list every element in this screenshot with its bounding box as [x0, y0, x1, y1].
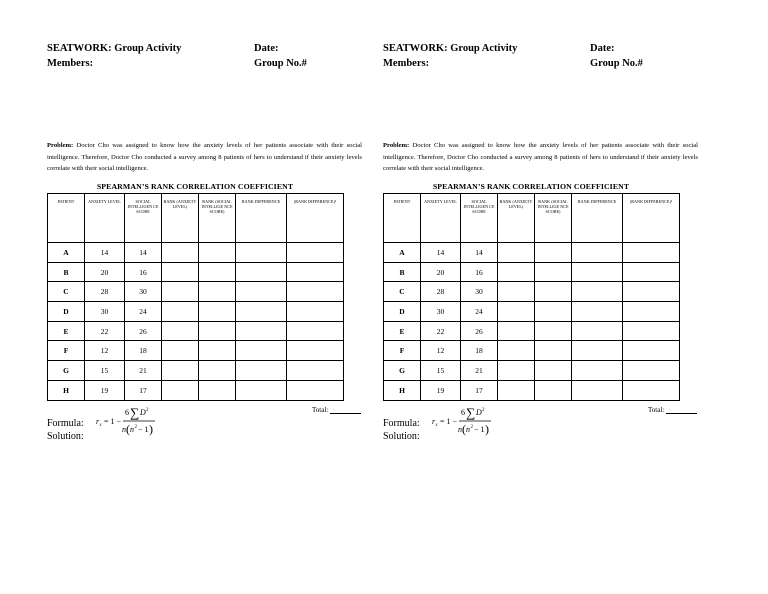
- problem-statement: [47, 140, 362, 175]
- column-header-rank-difference-squared: (RANK DIFFERENCE)²: [287, 194, 344, 243]
- rank-social-cell[interactable]: [535, 380, 572, 400]
- rank-social-cell[interactable]: [535, 243, 572, 263]
- rank-anxiety-cell[interactable]: [498, 262, 535, 282]
- rank-difference-cell[interactable]: [236, 361, 287, 381]
- anxiety-cell: 22: [421, 321, 461, 341]
- solution-label: Solution:: [383, 431, 420, 442]
- rank-anxiety-cell[interactable]: [162, 282, 199, 302]
- column-header-anxiety-level: ANXIETY LEVEL: [85, 194, 125, 243]
- date-label: Date:: [590, 43, 615, 54]
- rank-anxiety-cell[interactable]: [498, 361, 535, 381]
- rank-social-cell[interactable]: [535, 361, 572, 381]
- svg-text:∑: ∑: [466, 405, 476, 420]
- rank-anxiety-cell[interactable]: [162, 262, 199, 282]
- table-row: [384, 380, 680, 400]
- rank-difference-squared-cell[interactable]: [623, 361, 680, 381]
- social-cell: 24: [125, 302, 162, 322]
- table-row: [384, 361, 680, 381]
- rank-anxiety-cell[interactable]: [498, 302, 535, 322]
- anxiety-cell: 22: [85, 321, 125, 341]
- rank-difference-squared-cell[interactable]: [287, 243, 344, 263]
- rank-difference-squared-cell[interactable]: [623, 302, 680, 322]
- svg-text:s: s: [99, 423, 102, 428]
- rank-social-cell[interactable]: [535, 262, 572, 282]
- column-header-rank-difference: RANK DIFFERENCE: [572, 194, 623, 243]
- patient-cell: H: [48, 380, 85, 400]
- column-header-rank-difference: RANK DIFFERENCE: [236, 194, 287, 243]
- rank-anxiety-cell[interactable]: [162, 243, 199, 263]
- rank-difference-squared-cell[interactable]: [287, 321, 344, 341]
- worksheet-left: [47, 0, 369, 594]
- rank-anxiety-cell[interactable]: [498, 380, 535, 400]
- patient-cell: H: [384, 380, 421, 400]
- table-row: [48, 321, 344, 341]
- total-label: Total:: [312, 406, 329, 414]
- rank-difference-cell[interactable]: [572, 262, 623, 282]
- social-cell: 16: [125, 262, 162, 282]
- rank-social-cell[interactable]: [199, 380, 236, 400]
- column-header-rank-social: RANK (SOCIAL INTELLIGE NCE SCORE): [199, 194, 236, 243]
- patient-cell: F: [384, 341, 421, 361]
- rank-anxiety-cell[interactable]: [162, 321, 199, 341]
- svg-text:− 1: − 1: [138, 425, 149, 434]
- patient-cell: A: [384, 243, 421, 263]
- patient-cell: C: [384, 282, 421, 302]
- svg-text:D: D: [476, 408, 482, 417]
- table-header-row: [384, 194, 680, 243]
- table-row: [384, 341, 680, 361]
- patient-cell: D: [384, 302, 421, 322]
- rank-difference-squared-cell[interactable]: [287, 361, 344, 381]
- svg-text:s: s: [435, 423, 438, 428]
- rank-anxiety-cell[interactable]: [498, 243, 535, 263]
- table-title: SPEARMAN’S RANK CORRELATION COEFFICIENT: [96, 182, 294, 191]
- table-row: [48, 361, 344, 381]
- problem-label: Problem:: [47, 142, 74, 149]
- date-label: Date:: [254, 43, 279, 54]
- worksheet-right: [383, 0, 705, 594]
- group-number-label: Group No.#: [590, 58, 643, 69]
- rank-difference-cell[interactable]: [236, 243, 287, 263]
- column-header-rank-anxiety: RANK (ANXIETY LEVEL): [162, 194, 199, 243]
- rank-difference-cell[interactable]: [572, 302, 623, 322]
- rank-difference-cell[interactable]: [572, 321, 623, 341]
- column-header-social-intelligence-score: SOCIAL INTELLIGEN CE SCORE: [125, 194, 162, 243]
- social-cell: 14: [461, 243, 498, 263]
- rank-difference-squared-cell[interactable]: [623, 341, 680, 361]
- social-cell: 17: [461, 380, 498, 400]
- anxiety-cell: 12: [421, 341, 461, 361]
- rank-difference-cell[interactable]: [572, 361, 623, 381]
- rank-anxiety-cell[interactable]: [498, 282, 535, 302]
- svg-text:2: 2: [146, 408, 149, 413]
- formula-label: Formula:: [47, 418, 84, 429]
- anxiety-cell: 28: [85, 282, 125, 302]
- total-field: [312, 406, 361, 414]
- table-row: [48, 380, 344, 400]
- problem-statement: [383, 140, 698, 175]
- rank-difference-squared-cell[interactable]: [287, 262, 344, 282]
- table-row: [48, 302, 344, 322]
- column-header-patient: PATIENT: [384, 194, 421, 243]
- patient-cell: G: [384, 361, 421, 381]
- social-cell: 18: [125, 341, 162, 361]
- anxiety-cell: 19: [85, 380, 125, 400]
- rank-difference-squared-cell[interactable]: [623, 262, 680, 282]
- social-cell: 30: [125, 282, 162, 302]
- svg-text:(: (: [126, 422, 130, 436]
- table-row: [384, 262, 680, 282]
- rank-difference-squared-cell[interactable]: [287, 380, 344, 400]
- rank-difference-squared-cell[interactable]: [287, 341, 344, 361]
- patient-cell: B: [48, 262, 85, 282]
- anxiety-cell: 12: [85, 341, 125, 361]
- worksheet-title: SEATWORK: Group Activity: [47, 43, 182, 54]
- rank-anxiety-cell[interactable]: [162, 341, 199, 361]
- problem-text: Doctor Cho was assigned to know how the anxiety levels of her patients associate with their social intelligence. Therefore, Doctor Cho conducted a survey among 8 patients of hers to understand if their anxiety levels correlate with their social intelligence.: [383, 142, 698, 172]
- patient-cell: F: [48, 341, 85, 361]
- spearman-table: [383, 193, 680, 401]
- svg-text:= 1 −: = 1 −: [440, 417, 458, 426]
- patient-cell: C: [48, 282, 85, 302]
- rank-anxiety-cell[interactable]: [162, 361, 199, 381]
- rank-difference-cell[interactable]: [236, 380, 287, 400]
- members-label: Members:: [47, 58, 94, 69]
- svg-text:6: 6: [461, 408, 465, 417]
- patient-cell: E: [48, 321, 85, 341]
- social-cell: 21: [125, 361, 162, 381]
- rank-difference-cell[interactable]: [236, 262, 287, 282]
- social-cell: 26: [125, 321, 162, 341]
- rank-difference-cell[interactable]: [236, 282, 287, 302]
- column-header-social-intelligence-score: SOCIAL INTELLIGEN CE SCORE: [461, 194, 498, 243]
- column-header-anxiety-level: ANXIETY LEVEL: [421, 194, 461, 243]
- formula-label: Formula:: [383, 418, 420, 429]
- svg-text:2: 2: [482, 408, 485, 413]
- svg-text:n: n: [130, 425, 134, 434]
- table-row: [48, 282, 344, 302]
- rank-social-cell[interactable]: [535, 321, 572, 341]
- social-cell: 26: [461, 321, 498, 341]
- table-row: [384, 243, 680, 263]
- svg-text:(: (: [462, 422, 466, 436]
- rank-social-cell[interactable]: [199, 262, 236, 282]
- anxiety-cell: 30: [421, 302, 461, 322]
- column-header-rank-anxiety: RANK (ANXIETY LEVEL): [498, 194, 535, 243]
- anxiety-cell: 30: [85, 302, 125, 322]
- table-row: [48, 262, 344, 282]
- anxiety-cell: 14: [85, 243, 125, 263]
- members-label: Members:: [383, 58, 430, 69]
- solution-label: Solution:: [47, 431, 84, 442]
- worksheet-title: SEATWORK: Group Activity: [383, 43, 518, 54]
- svg-text:2: 2: [134, 425, 137, 430]
- total-label: Total:: [648, 406, 665, 414]
- patient-cell: E: [384, 321, 421, 341]
- column-header-rank-social: RANK (SOCIAL INTELLIGE NCE SCORE): [535, 194, 572, 243]
- spearman-formula: [95, 402, 210, 442]
- rank-social-cell[interactable]: [199, 243, 236, 263]
- svg-text:n: n: [122, 425, 126, 434]
- rank-difference-cell[interactable]: [572, 380, 623, 400]
- rank-anxiety-cell[interactable]: [498, 321, 535, 341]
- social-cell: 21: [461, 361, 498, 381]
- rank-social-cell[interactable]: [199, 361, 236, 381]
- rank-difference-cell[interactable]: [236, 321, 287, 341]
- rank-difference-squared-cell[interactable]: [623, 380, 680, 400]
- problem-label: Problem:: [383, 142, 410, 149]
- rank-anxiety-cell[interactable]: [162, 302, 199, 322]
- table-row: [384, 321, 680, 341]
- social-cell: 16: [461, 262, 498, 282]
- rank-difference-cell[interactable]: [572, 282, 623, 302]
- rank-anxiety-cell[interactable]: [498, 341, 535, 361]
- spearman-table: [47, 193, 344, 401]
- spearman-formula: [431, 402, 546, 442]
- rank-social-cell[interactable]: [535, 302, 572, 322]
- total-blank-line[interactable]: [330, 407, 361, 414]
- rank-social-cell[interactable]: [199, 302, 236, 322]
- anxiety-cell: 19: [421, 380, 461, 400]
- rank-social-cell[interactable]: [535, 341, 572, 361]
- table-header-row: [48, 194, 344, 243]
- rank-difference-squared-cell[interactable]: [287, 302, 344, 322]
- svg-text:): ): [149, 422, 153, 436]
- rank-difference-squared-cell[interactable]: [623, 282, 680, 302]
- rank-difference-squared-cell[interactable]: [623, 243, 680, 263]
- rank-difference-cell[interactable]: [236, 341, 287, 361]
- rank-anxiety-cell[interactable]: [162, 380, 199, 400]
- anxiety-cell: 15: [421, 361, 461, 381]
- table-row: [48, 341, 344, 361]
- anxiety-cell: 20: [85, 262, 125, 282]
- rank-social-cell[interactable]: [199, 321, 236, 341]
- social-cell: 17: [125, 380, 162, 400]
- social-cell: 30: [461, 282, 498, 302]
- svg-text:∑: ∑: [130, 405, 140, 420]
- table-row: [48, 243, 344, 263]
- svg-text:n: n: [466, 425, 470, 434]
- svg-text:− 1: − 1: [474, 425, 485, 434]
- svg-text:2: 2: [470, 425, 473, 430]
- table-row: [384, 282, 680, 302]
- rank-social-cell[interactable]: [535, 282, 572, 302]
- rank-difference-squared-cell[interactable]: [623, 321, 680, 341]
- svg-text:r: r: [432, 417, 436, 426]
- social-cell: 18: [461, 341, 498, 361]
- rank-difference-cell[interactable]: [236, 302, 287, 322]
- social-cell: 14: [125, 243, 162, 263]
- anxiety-cell: 14: [421, 243, 461, 263]
- social-cell: 24: [461, 302, 498, 322]
- svg-text:): ): [485, 422, 489, 436]
- group-number-label: Group No.#: [254, 58, 307, 69]
- table-title: SPEARMAN’S RANK CORRELATION COEFFICIENT: [432, 182, 630, 191]
- column-header-patient: PATIENT: [48, 194, 85, 243]
- patient-cell: B: [384, 262, 421, 282]
- total-blank-line[interactable]: [666, 407, 697, 414]
- anxiety-cell: 15: [85, 361, 125, 381]
- svg-text:= 1 −: = 1 −: [104, 417, 122, 426]
- svg-text:n: n: [458, 425, 462, 434]
- anxiety-cell: 20: [421, 262, 461, 282]
- anxiety-cell: 28: [421, 282, 461, 302]
- patient-cell: G: [48, 361, 85, 381]
- patient-cell: D: [48, 302, 85, 322]
- svg-text:6: 6: [125, 408, 129, 417]
- table-row: [384, 302, 680, 322]
- problem-text: Doctor Cho was assigned to know how the anxiety levels of her patients associate with their social intelligence. Therefore, Doctor Cho conducted a survey among 8 patients of hers to understand if their anxiety levels correlate with their social intelligence.: [47, 142, 362, 172]
- patient-cell: A: [48, 243, 85, 263]
- rank-difference-cell[interactable]: [572, 243, 623, 263]
- rank-social-cell[interactable]: [199, 282, 236, 302]
- svg-text:D: D: [140, 408, 146, 417]
- total-field: [648, 406, 697, 414]
- svg-text:r: r: [96, 417, 100, 426]
- rank-difference-squared-cell[interactable]: [287, 282, 344, 302]
- rank-social-cell[interactable]: [199, 341, 236, 361]
- rank-difference-cell[interactable]: [572, 341, 623, 361]
- column-header-rank-difference-squared: (RANK DIFFERENCE)²: [623, 194, 680, 243]
